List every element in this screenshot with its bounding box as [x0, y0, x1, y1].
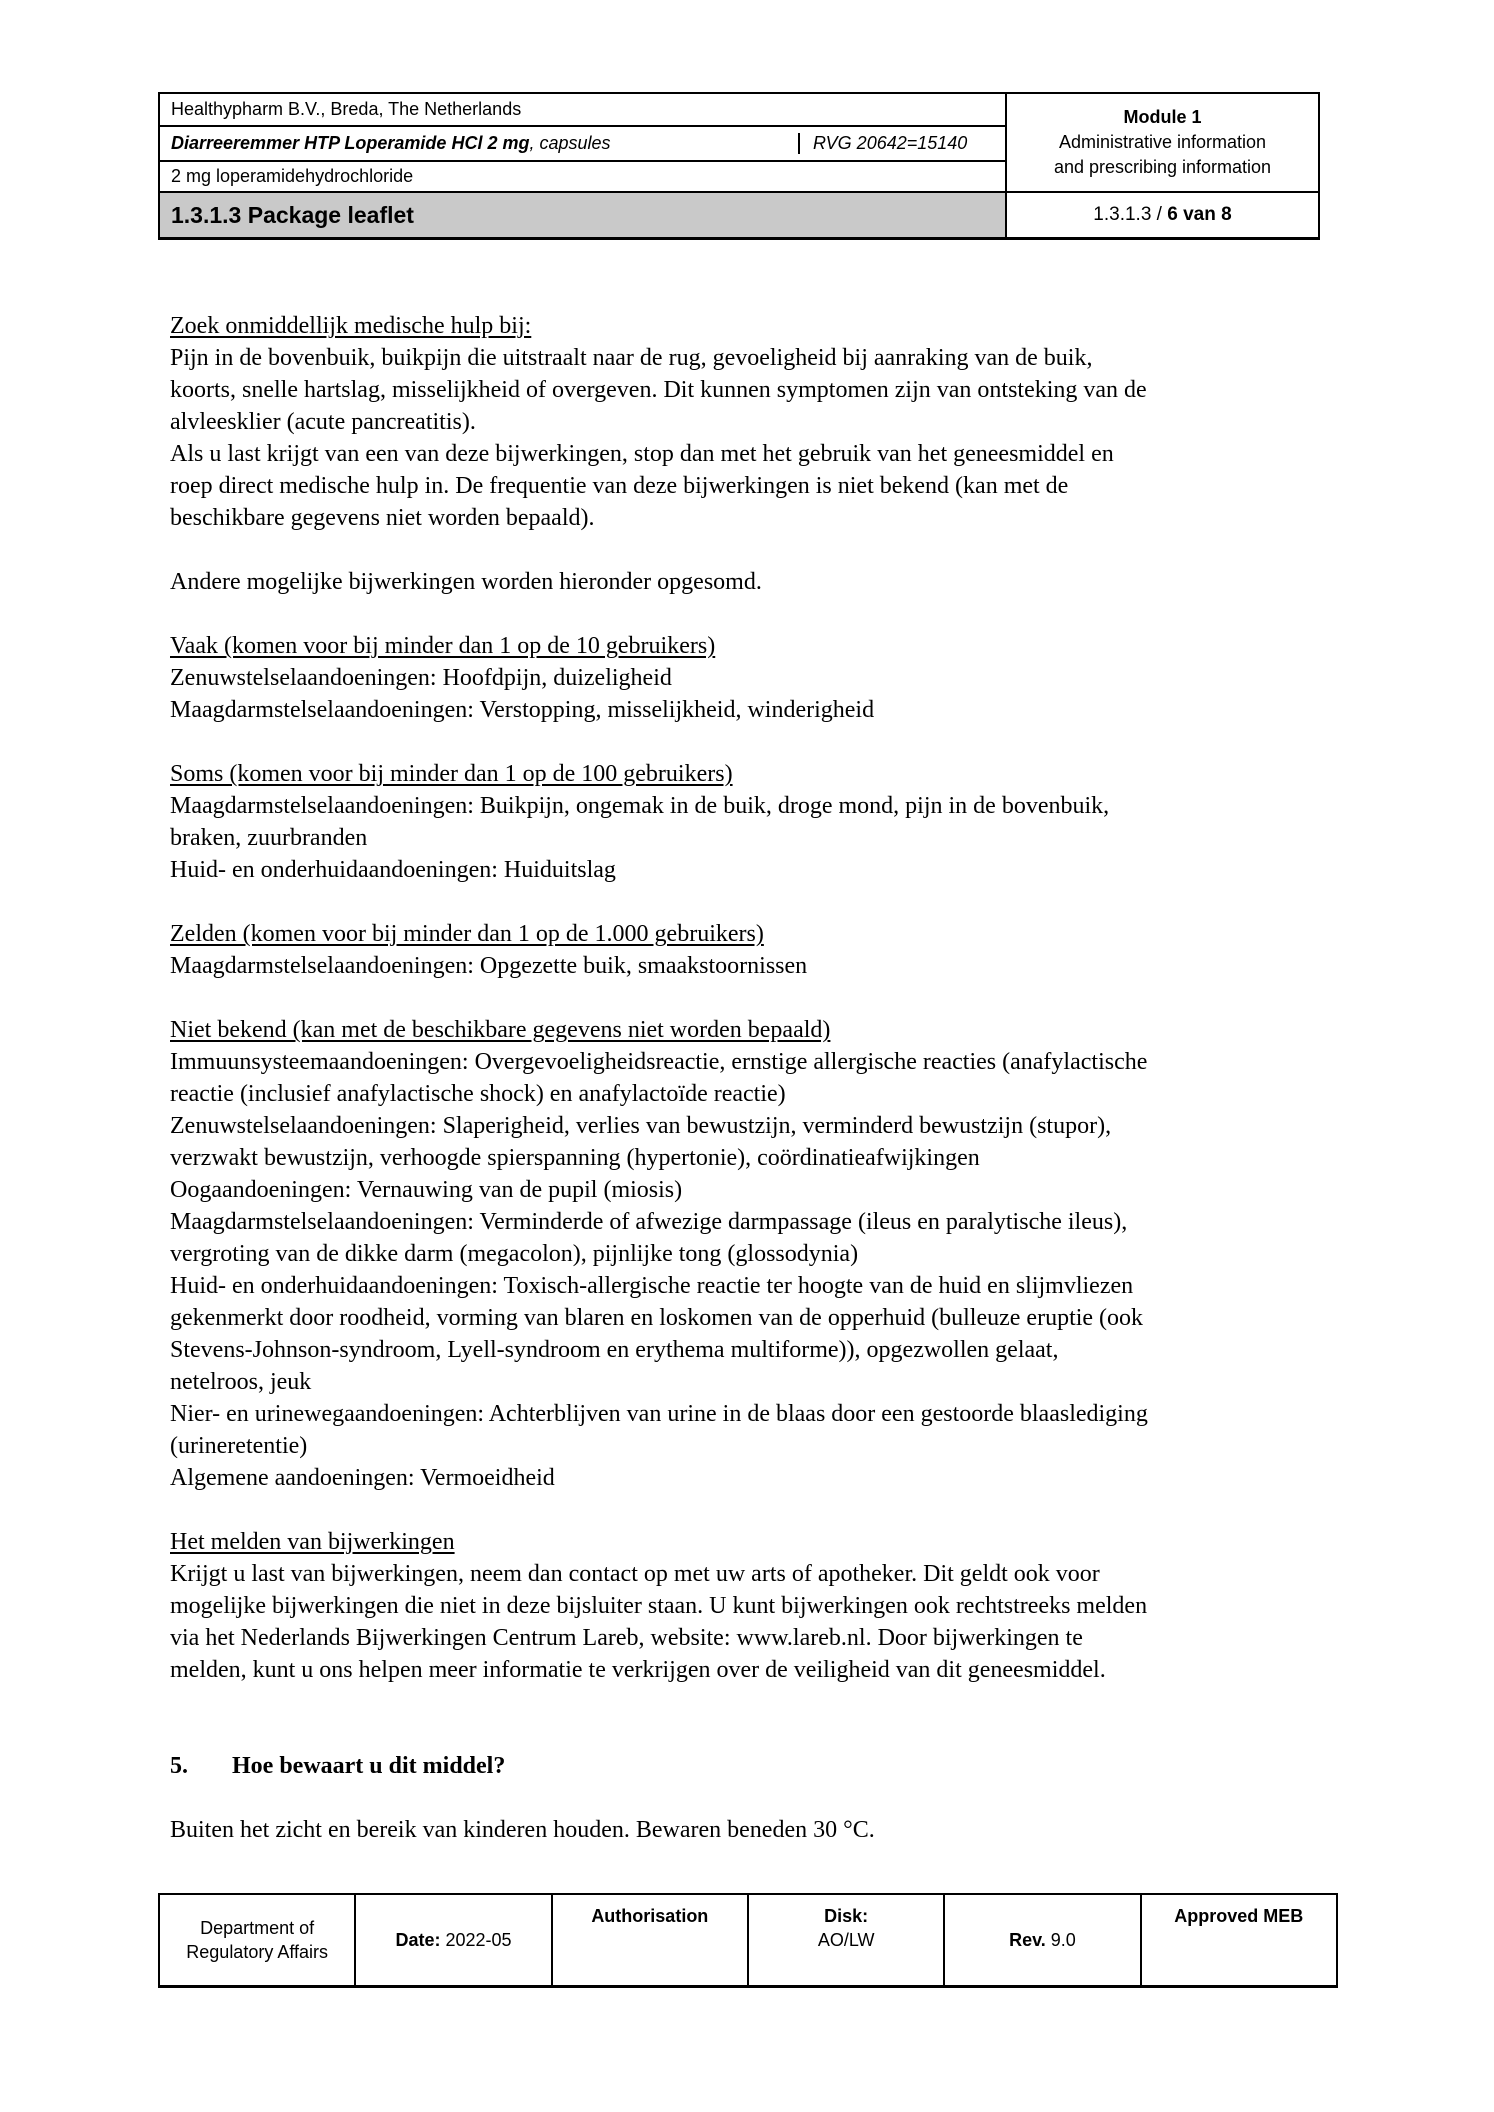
footer-date-value: 2022-05 — [440, 1930, 512, 1950]
subsection-heading-text: Het melden van bijwerkingen — [170, 1529, 455, 1555]
subsection-heading-text: Zoek onmiddellijk medische hulp bij: — [170, 313, 532, 339]
blank-line — [170, 534, 1430, 566]
blank-line — [170, 598, 1430, 630]
body-text-line: Oogaandoeningen: Vernauwing van de pupil (miosis) — [170, 1177, 683, 1203]
body-text-line: beschikbare gegevens niet worden bepaald). — [170, 505, 595, 531]
footer-disk-label: Disk: — [824, 1906, 869, 1926]
footer-department-line2: Regulatory Affairs — [186, 1942, 329, 1962]
body-text-line: Als u last krijgt van een van deze bijwerkingen, stop dan met het gebruik van het geneesmiddel en — [170, 441, 1114, 467]
subsection-heading — [170, 1526, 1430, 1558]
body-text-line: alvleesklier (acute pancreatitis). — [170, 409, 476, 435]
body-text-line: koorts, snelle hartslag, misselijkheid of overgeven. Dit kunnen symptomen zijn van ontsteking van de — [170, 377, 1147, 403]
page-reference — [1007, 193, 1318, 237]
body-text-line: Zenuwstelselaandoeningen: Slaperigheid, verlies van bewustzijn, verminderd bewustzijn (stupor), — [170, 1113, 1112, 1139]
product-name-strong: Diarreeremmer HTP Loperamide HCl 2 mg — [171, 133, 530, 153]
footer-revision-value: 9.0 — [1045, 1930, 1076, 1950]
blank-line — [170, 1494, 1430, 1526]
subsection-heading-text: Vaak (komen voor bij minder dan 1 op de 10 gebruikers) — [170, 633, 716, 659]
body-text-line: braken, zuurbranden — [170, 825, 368, 851]
blank-line — [170, 726, 1430, 758]
subsection-heading-text: Niet bekend (kan met de beschikbare gegevens niet worden bepaald) — [170, 1017, 831, 1043]
product-row — [160, 127, 1005, 162]
blank-line — [170, 886, 1430, 918]
subsection-heading — [170, 630, 1430, 662]
footer-revision — [943, 1895, 1139, 1985]
footer-authorisation — [551, 1895, 747, 1985]
section-heading — [170, 1750, 1430, 1782]
footer-revision-label: Rev. — [1009, 1930, 1046, 1950]
body-text-line: Buiten het zicht en bereik van kinderen houden. Bewaren beneden 30 °C. — [170, 1817, 875, 1843]
footer-department — [160, 1895, 354, 1985]
subsection-heading-text: Zelden (komen voor bij minder dan 1 op de 1.000 gebruikers) — [170, 921, 764, 947]
body-text-line: Immuunsysteemaandoeningen: Overgevoeligheidsreactie, ernstige allergische reacties (anafylactische — [170, 1049, 1148, 1075]
body-text-line: (urineretentie) — [170, 1433, 308, 1459]
body-text-line: Huid- en onderhuidaandoeningen: Huiduitslag — [170, 857, 616, 883]
footer-date — [354, 1895, 550, 1985]
rvg-number: RVG 20642=15140 — [798, 133, 1005, 154]
footer-disk-value: AO/LW — [817, 1930, 875, 1950]
footer-department-line1: Department of — [200, 1918, 315, 1938]
footer-disk — [747, 1895, 943, 1985]
subsection-heading-text: Soms (komen voor bij minder dan 1 op de 100 gebruikers) — [170, 761, 733, 787]
body-text-line: Zenuwstelselaandoeningen: Hoofdpijn, duizeligheid — [170, 665, 672, 691]
footer-approved-label: Approved MEB — [1174, 1906, 1304, 1926]
body-text-line: Algemene aandoeningen: Vermoeidheid — [170, 1465, 555, 1491]
body-text-line: vergroting van de dikke darm (megacolon), pijnlijke tong (glossodynia) — [170, 1241, 859, 1267]
footer-date-label: Date: — [395, 1930, 441, 1950]
body-text-line: Maagdarmstelselaandoeningen: Verstopping, misselijkheid, winderigheid — [170, 697, 875, 723]
subsection-heading — [170, 918, 1430, 950]
body-text-line: Maagdarmstelselaandoeningen: Buikpijn, ongemak in de buik, droge mond, pijn in de bovenbuik, — [170, 793, 1110, 819]
body-text-line: mogelijke bijwerkingen die niet in deze bijsluiter staan. U kunt bijwerkingen ook rechtstreeks melden — [170, 1593, 1148, 1619]
body-text-line: Andere mogelijke bijwerkingen worden hieronder opgesomd. — [170, 569, 762, 595]
header-table-top — [160, 94, 1318, 191]
body-text-line: Nier- en urinewegaandoeningen: Achterblijven van urine in de blaas door een gestoorde blaaslediging — [170, 1401, 1148, 1427]
blank-line — [170, 1718, 1430, 1750]
subsection-heading — [170, 758, 1430, 790]
strength-line: 2 mg loperamidehydrochloride — [171, 166, 414, 186]
body-text-line: Maagdarmstelselaandoeningen: Verminderde of afwezige darmpassage (ileus en paralytische ileus), — [170, 1209, 1128, 1235]
page-reference-number: 6 van 8 — [1167, 204, 1232, 225]
module-line-1: Administrative information — [1058, 132, 1267, 152]
subsection-heading — [170, 310, 1430, 342]
body-text-line: roep direct medische hulp in. De frequentie van deze bijwerkingen is niet bekend (kan met de — [170, 473, 1069, 499]
product-name — [160, 133, 798, 154]
header-table-left-block — [160, 94, 1007, 191]
body-text-line: Pijn in de bovenbuik, buikpijn die uitstraalt naar de rug, gevoeligheid bij aanraking van de buik, — [170, 345, 1093, 371]
blank-line — [170, 1686, 1430, 1718]
footer-date-text — [395, 1928, 511, 1952]
subsection-heading — [170, 1014, 1430, 1046]
module-title: Module 1 — [1123, 107, 1202, 127]
body-text-line: Krijgt u last van bijwerkingen, neem dan contact op met uw arts of apotheker. Dit geldt ook voor — [170, 1561, 1100, 1587]
section-number: 5. — [170, 1753, 188, 1779]
body-text-line: gekenmerkt door roodheid, vorming van blaren en loskomen van de opperhuid (bulleuze eruptie (ook — [170, 1305, 1144, 1331]
section-title: Hoe bewaart u dit middel? — [232, 1753, 506, 1779]
package-leaflet-bar: 1.3.1.3 Package leaflet — [160, 193, 1007, 237]
body-text-line: via het Nederlands Bijwerkingen Centrum Lareb, website: www.lareb.nl. Door bijwerkingen te — [170, 1625, 1083, 1651]
body-text-line: Huid- en onderhuidaandoeningen: Toxisch-allergische reactie ter hoogte van de huid en slijmvliezen — [170, 1273, 1134, 1299]
body-text-line: Maagdarmstelselaandoeningen: Opgezette buik, smaakstoornissen — [170, 953, 808, 979]
blank-line — [170, 1782, 1430, 1814]
footer-authorisation-label: Authorisation — [591, 1906, 709, 1926]
body-text-line: melden, kunt u ons helpen meer informatie te verkrijgen over de veiligheid van dit geneesmiddel. — [170, 1657, 1106, 1683]
module-info — [1007, 94, 1318, 191]
product-name-suffix: , capsules — [529, 133, 611, 153]
module-line-2: and prescribing information — [1053, 157, 1272, 177]
footer-table — [158, 1893, 1338, 1988]
body-text-line: reactie (inclusief anafylactische shock) en anafylactoïde reactie) — [170, 1081, 786, 1107]
header-table — [158, 92, 1320, 240]
footer-revision-text — [1009, 1928, 1076, 1952]
header-table-bottom — [160, 191, 1318, 237]
page-reference-prefix: 1.3.1.3 / — [1093, 204, 1168, 225]
footer-approved — [1140, 1895, 1336, 1985]
body-text-line: Stevens-Johnson-syndroom, Lyell-syndroom en erythema multiforme)), opgezwollen gelaat, — [170, 1337, 1059, 1363]
body-text-line: verzwakt bewustzijn, verhoogde spierspanning (hypertonie), coördinatieafwijkingen — [170, 1145, 980, 1171]
body-text-line: netelroos, jeuk — [170, 1369, 312, 1395]
blank-line — [170, 982, 1430, 1014]
company-name: Healthypharm B.V., Breda, The Netherlands — [160, 94, 1005, 127]
leaflet-body — [170, 310, 1430, 1846]
